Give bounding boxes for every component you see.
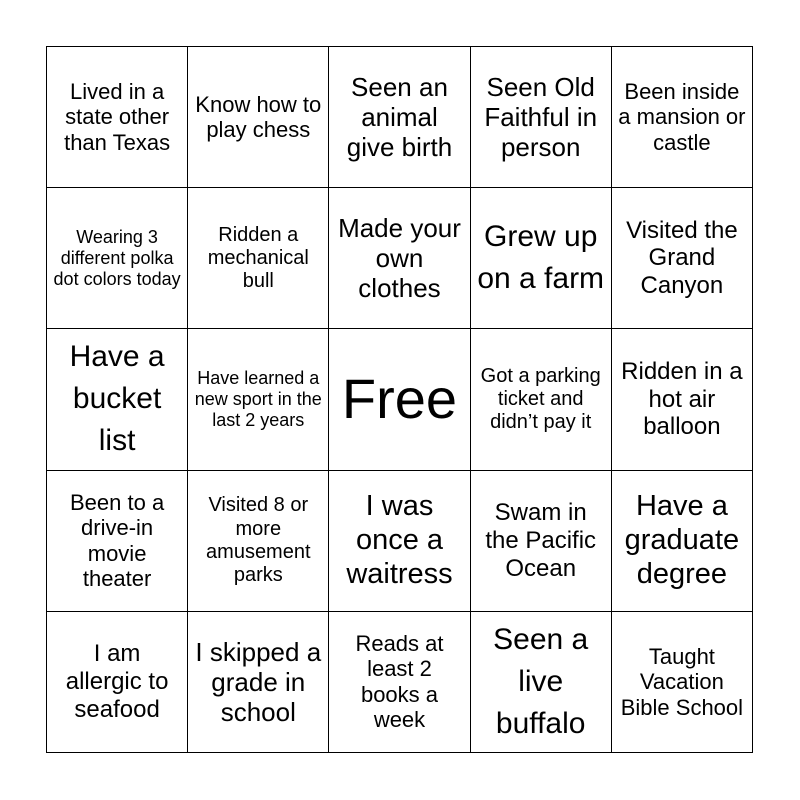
bingo-square[interactable]: [612, 47, 753, 188]
bingo-square[interactable]: [47, 188, 188, 329]
bingo-square-text: I was once a waitress: [346, 490, 453, 590]
bingo-square-text: Know how to play chess: [195, 91, 322, 143]
bingo-square-text: Taught Vacation Bible School: [620, 643, 744, 720]
bingo-square[interactable]: [188, 47, 329, 188]
bingo-board: [46, 46, 753, 753]
bingo-square[interactable]: [612, 471, 753, 612]
bingo-square-text: I am allergic to seafood: [65, 640, 169, 723]
bingo-square[interactable]: [612, 612, 753, 753]
bingo-square-text: Have learned a new sport in the last 2 years: [194, 368, 322, 430]
bingo-square[interactable]: [47, 612, 188, 753]
bingo-square[interactable]: [329, 471, 470, 612]
bingo-square[interactable]: [329, 612, 470, 753]
bingo-square[interactable]: [188, 471, 329, 612]
bingo-square[interactable]: [471, 188, 612, 329]
bingo-square-text: Been to a drive-in movie theater: [70, 489, 165, 592]
bingo-square-text: Have a bucket list: [69, 340, 165, 458]
bingo-square[interactable]: [471, 471, 612, 612]
bingo-square-text: Seen Old Faithful in person: [484, 71, 598, 163]
bingo-square[interactable]: [329, 47, 470, 188]
bingo-square[interactable]: [471, 329, 612, 470]
bingo-square-text: Seen an animal give birth: [346, 71, 453, 163]
bingo-square-text: Seen a live buffalo: [493, 622, 589, 740]
free-square[interactable]: [329, 329, 470, 470]
bingo-square-text: Reads at least 2 books a week: [355, 630, 444, 733]
bingo-square[interactable]: [47, 329, 188, 470]
free-square-text: Free: [341, 367, 458, 431]
bingo-square-text: Swam in the Pacific Ocean: [485, 498, 597, 582]
bingo-square[interactable]: [471, 47, 612, 188]
bingo-square[interactable]: [612, 329, 753, 470]
bingo-square[interactable]: [471, 612, 612, 753]
bingo-square-text: Got a parking ticket and didn’t pay it: [480, 364, 601, 434]
bingo-square-text: Have a graduate degree: [624, 490, 740, 590]
bingo-square-text: Ridden in a hot air balloon: [621, 357, 743, 441]
bingo-square[interactable]: [612, 188, 753, 329]
bingo-square-text: Visited 8 or more amusement parks: [206, 494, 311, 586]
bingo-square[interactable]: [47, 471, 188, 612]
bingo-square[interactable]: [188, 612, 329, 753]
bingo-square-text: Lived in a state other than Texas: [64, 78, 171, 155]
bingo-square-text: Visited the Grand Canyon: [626, 216, 738, 300]
bingo-square-text: Made your own clothes: [338, 213, 461, 304]
bingo-square-text: I skipped a grade in school: [195, 636, 322, 727]
bingo-square-text: Been inside a mansion or castle: [618, 78, 746, 155]
bingo-square[interactable]: [329, 188, 470, 329]
bingo-square-text: Grew up on a farm: [477, 220, 605, 296]
bingo-square-text: Ridden a mechanical bull: [207, 223, 309, 292]
bingo-square[interactable]: [188, 188, 329, 329]
bingo-square[interactable]: [188, 329, 329, 470]
bingo-square-text: Wearing 3 different polka dot colors today: [53, 226, 181, 289]
bingo-square[interactable]: [47, 47, 188, 188]
